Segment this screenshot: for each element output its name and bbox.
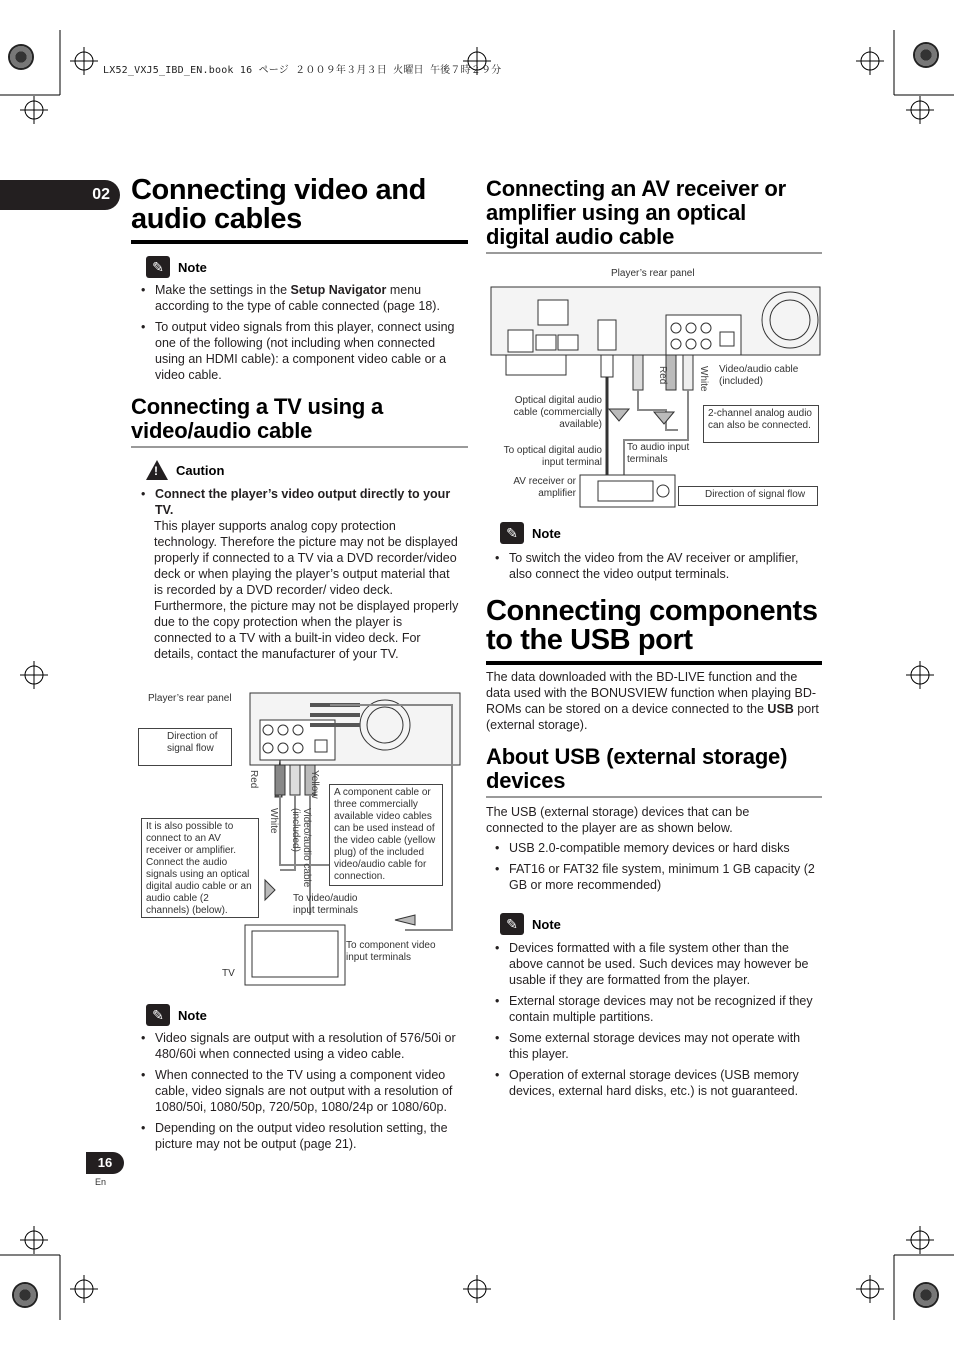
list-item: • FAT16 or FAT32 file system, minimum 1 GB capacity (2 GB or more recommended) (495, 861, 822, 893)
registration-disc (8, 44, 34, 70)
list-item: • Video signals are output with a resolution of 576/50i or 480/60i when connected using a video cable. (141, 1030, 468, 1062)
list-item: • Devices formatted with a file system other than the above cannot be used. Such devices may however be usable if they are formatted from the player. (495, 940, 822, 988)
note-list (141, 282, 468, 388)
note-label: Note (532, 916, 561, 932)
red-plug-label: Red (657, 366, 668, 385)
direction-legend (678, 486, 818, 506)
title-line: Connecting an AV receiver or (486, 176, 787, 201)
to-video-label: To video/audio input terminals (293, 893, 359, 916)
note-pencil-icon: ✎ (146, 256, 170, 278)
list-item (141, 282, 468, 314)
title-rule (131, 240, 468, 244)
white-plug-label: White (268, 808, 279, 834)
note-label: Note (178, 259, 207, 275)
list-item: • To switch the video from the AV receiver or amplifier, also connect the video output terminals. (495, 550, 822, 582)
list-item: • Some external storage devices may not operate with this player. (495, 1030, 822, 1062)
title-rule (486, 796, 822, 798)
note-list (495, 940, 822, 1104)
title-line: About USB (external storage) (486, 744, 788, 769)
note-list (141, 1030, 468, 1157)
title-line: digital audio cable (486, 224, 675, 249)
caution-lead: Connect the player’s video output directly to your TV. (155, 487, 451, 517)
text: menu according to the type of cable connected (page 18). (155, 283, 440, 313)
title-line: video/audio cable (131, 418, 313, 443)
caution-heading (146, 460, 224, 480)
section-title-av-receiver (486, 177, 822, 249)
registration-disc (913, 42, 939, 68)
cable-label: Video/audio cable (included) (719, 364, 799, 387)
legend-text: Direction of signal flow (705, 489, 806, 500)
rear-panel-label: Player’s rear panel (148, 693, 232, 704)
usb-device-list (495, 840, 822, 898)
caution-label: Caution (176, 462, 225, 478)
list-item: • Operation of external storage devices (USB memory devices, external hard disks, etc.) is not guaranteed. (495, 1067, 822, 1099)
title-line: Connecting a TV using a (131, 394, 384, 419)
section-title-usb (486, 597, 826, 655)
section-title-video-audio (131, 176, 471, 234)
list-item (141, 486, 468, 518)
text: The data downloaded with the BD-LIVE function and the data used with the BONUSVIEW function when playing BD-ROMs can be stored on a device connected to the (486, 670, 817, 716)
list-item: • USB 2.0-compatible memory devices or hard disks (495, 840, 822, 856)
note-pencil-icon: ✎ (500, 522, 524, 544)
port-name: USB (767, 702, 794, 716)
page-language: En (95, 1177, 107, 1187)
note-list (495, 550, 822, 587)
registration-disc (913, 1282, 939, 1308)
direction-legend (138, 728, 232, 766)
text: port (external storage). (486, 702, 819, 732)
to-audio-label: To audio input terminals (627, 442, 690, 465)
component-note: A component cable or three commercially available video cables can be used instead of the video cable (yellow plug) of the included video/audio cable for connection. (329, 784, 443, 886)
legend-text: Direction of signal flow (167, 731, 218, 754)
about-paragraph: The USB (external storage) devices that can be connected to the player are as shown below. (486, 805, 750, 835)
list-item: • When connected to the TV using a component video cable, video signals are not output with a resolution of 1080/50i, 1080/50p, 720/50p, 1080/24p or 1080/60p. (141, 1067, 468, 1115)
note-pencil-icon: ✎ (500, 913, 524, 935)
chapter-number: 02 (0, 180, 120, 210)
red-plug-label: Red (248, 770, 259, 789)
title-line: audio cables (131, 203, 302, 235)
title-line: Connecting video and (131, 174, 426, 206)
optical-cable-label: Optical digital audio cable (commercially available) (513, 395, 602, 430)
yellow-plug-label: Yellow (309, 770, 320, 799)
list-item: • Depending on the output video resolution setting, the picture may not be output (page 21). (141, 1120, 468, 1152)
note-pencil-icon: ✎ (146, 1004, 170, 1026)
to-component-label: To component video input terminals (346, 940, 436, 963)
to-optical-label: To optical digital audio input terminal (503, 445, 602, 468)
title-line: to the USB port (486, 624, 693, 656)
av-receiver-note: It is also possible to connect to an AV receiver or amplifier. Connect the audio signals using an optical digital audio cable or an audio cable (2 channels) (below). (141, 818, 259, 918)
menu-name: Setup Navigator (290, 283, 387, 297)
title-rule (131, 446, 468, 448)
registration-disc (12, 1282, 38, 1308)
note-heading (500, 913, 561, 935)
note-heading (500, 522, 561, 544)
section-title-about-usb (486, 745, 826, 793)
note-label: Note (178, 1007, 207, 1023)
caution-triangle-icon: ! (146, 460, 168, 480)
tv-label: TV (222, 968, 235, 979)
note-heading (146, 256, 207, 278)
caution-text: This player supports analog copy protection technology. Therefore the picture may not be displayed properly if connected to a TV via a DVD recorder/video deck or when playing the player’s output material that is recorded by a DVD recorder/ video deck. Furthermore, the picture may not be displayed properly due to the copy protection when the player is connected to a TV with a built-in video deck. For details, contact the manufacturer of your TV. (154, 519, 459, 661)
note-label: Note (532, 525, 561, 541)
title-rule (486, 252, 822, 254)
title-line: devices (486, 768, 566, 793)
list-item: • To output video signals from this player, connect using one of the following (not including when connected using an HDMI cable): a component video cable or a video cable. (141, 319, 468, 383)
receiver-label: AV receiver or amplifier (513, 476, 576, 499)
two-channel-note: 2-channel analog audio can also be connected. (703, 405, 819, 443)
rear-panel-label: Player’s rear panel (611, 268, 695, 279)
note-heading (146, 1004, 207, 1026)
usb-paragraph (486, 669, 822, 733)
text: Make the settings in the (155, 283, 291, 297)
title-rule (486, 661, 822, 665)
white-plug-label: White (698, 366, 709, 392)
page-number: 16 (86, 1152, 124, 1174)
cable-label: Video/audio cable (included) (290, 808, 312, 888)
section-title-tv (131, 395, 468, 443)
title-line: amplifier using an optical (486, 200, 747, 225)
title-line: Connecting components (486, 595, 818, 627)
list-item: • External storage devices may not be recognized if they contain multiple partitions. (495, 993, 822, 1025)
print-header: LX52_VXJ5_IBD_EN.book 16 ページ ２００９年３月３日 火曜日 午後７時２９分 (103, 65, 502, 76)
